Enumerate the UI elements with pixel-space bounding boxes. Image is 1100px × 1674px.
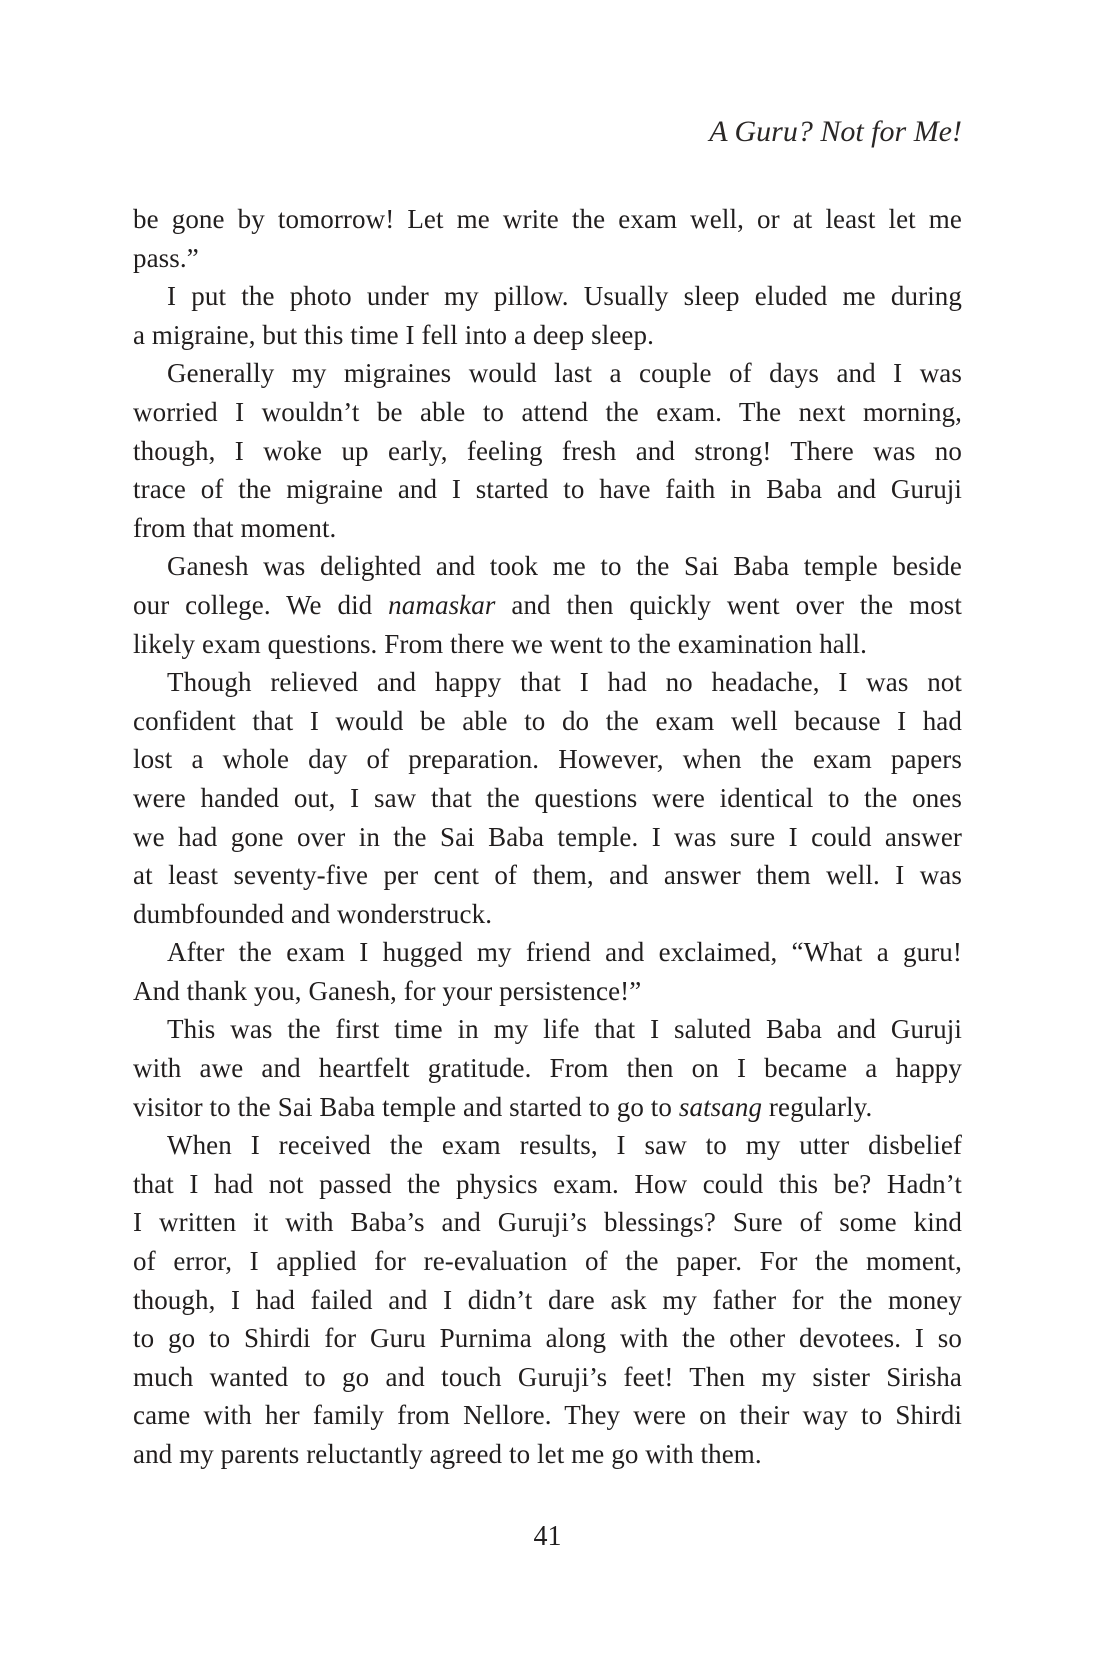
text-line: came with her family from Nellore. They were on their way to Shirdi — [133, 1400, 962, 1431]
text-line: our college. We did namaskar and then quickly went over the most — [133, 589, 963, 620]
text-line: likely exam questions. From there we went to the examination hall. — [133, 628, 867, 659]
text-line: though, I had failed and I didn’t dare ask my father for the money — [133, 1284, 962, 1315]
text-line: lost a whole day of preparation. However, when the exam papers — [133, 744, 962, 775]
body-text — [133, 200, 962, 1474]
text-line: and my parents reluctantly agreed to let me go with them. — [133, 1439, 762, 1469]
text-line: worried I wouldn’t be able to attend the exam. The next morning, — [133, 396, 962, 427]
text-line: And thank you, Ganesh, for your persistence!” — [133, 975, 642, 1006]
text-line: I put the photo under my pillow. Usually sleep eluded me during — [167, 281, 962, 312]
text-line: from that moment. — [133, 512, 337, 543]
text-line: pass.” — [133, 242, 199, 273]
text-line: much wanted to go and touch Guruji’s feet! Then my sister Sirisha — [133, 1361, 962, 1392]
text-line: that I had not passed the physics exam. How could this be? Hadn’t — [133, 1168, 962, 1199]
text-line: I written it with Baba’s and Guruji’s blessings? Sure of some kind — [133, 1207, 962, 1238]
running-header: A Guru? Not for Me! — [709, 115, 962, 148]
text-line: though, I woke up early, feeling fresh and strong! There was no — [133, 435, 962, 466]
text-line: trace of the migraine and I started to have faith in Baba and Guruji — [133, 474, 962, 505]
text-line: to go to Shirdi for Guru Purnima along with the other devotees. I so — [133, 1323, 962, 1354]
text-line: dumbfounded and wonderstruck. — [133, 898, 493, 929]
text-line: we had gone over in the Sai Baba temple. I was sure I could answer — [133, 821, 962, 852]
text-line: Ganesh was delighted and took me to the Sai Baba temple beside — [167, 551, 962, 582]
text-line: a migraine, but this time I fell into a deep sleep. — [133, 319, 654, 350]
text-line: When I received the exam results, I saw to my utter disbelief — [167, 1130, 962, 1161]
text-line: with awe and heartfelt gratitude. From then on I became a happy — [133, 1053, 962, 1084]
text-line: were handed out, I saw that the questions were identical to the ones — [133, 782, 962, 813]
text-line: Generally my migraines would last a couple of days and I was — [167, 358, 962, 389]
text-line: be gone by tomorrow! Let me write the exam well, or at least let me — [133, 204, 962, 234]
page-number: 41 — [533, 1521, 562, 1552]
text-line: Though relieved and happy that I had no headache, I was not — [167, 667, 962, 698]
text-line: visitor to the Sai Baba temple and started to go to satsang regularly. — [133, 1091, 873, 1122]
text-line: This was the first time in my life that I saluted Baba and Guruji — [167, 1014, 962, 1045]
text-line: confident that I would be able to do the exam well because I had — [133, 705, 962, 736]
text-line: at least seventy-five per cent of them, and answer them well. I was — [133, 860, 962, 891]
text-line: After the exam I hugged my friend and exclaimed, “What a guru! — [167, 937, 962, 968]
text-line: of error, I applied for re-evaluation of the paper. For the moment, — [133, 1246, 962, 1277]
